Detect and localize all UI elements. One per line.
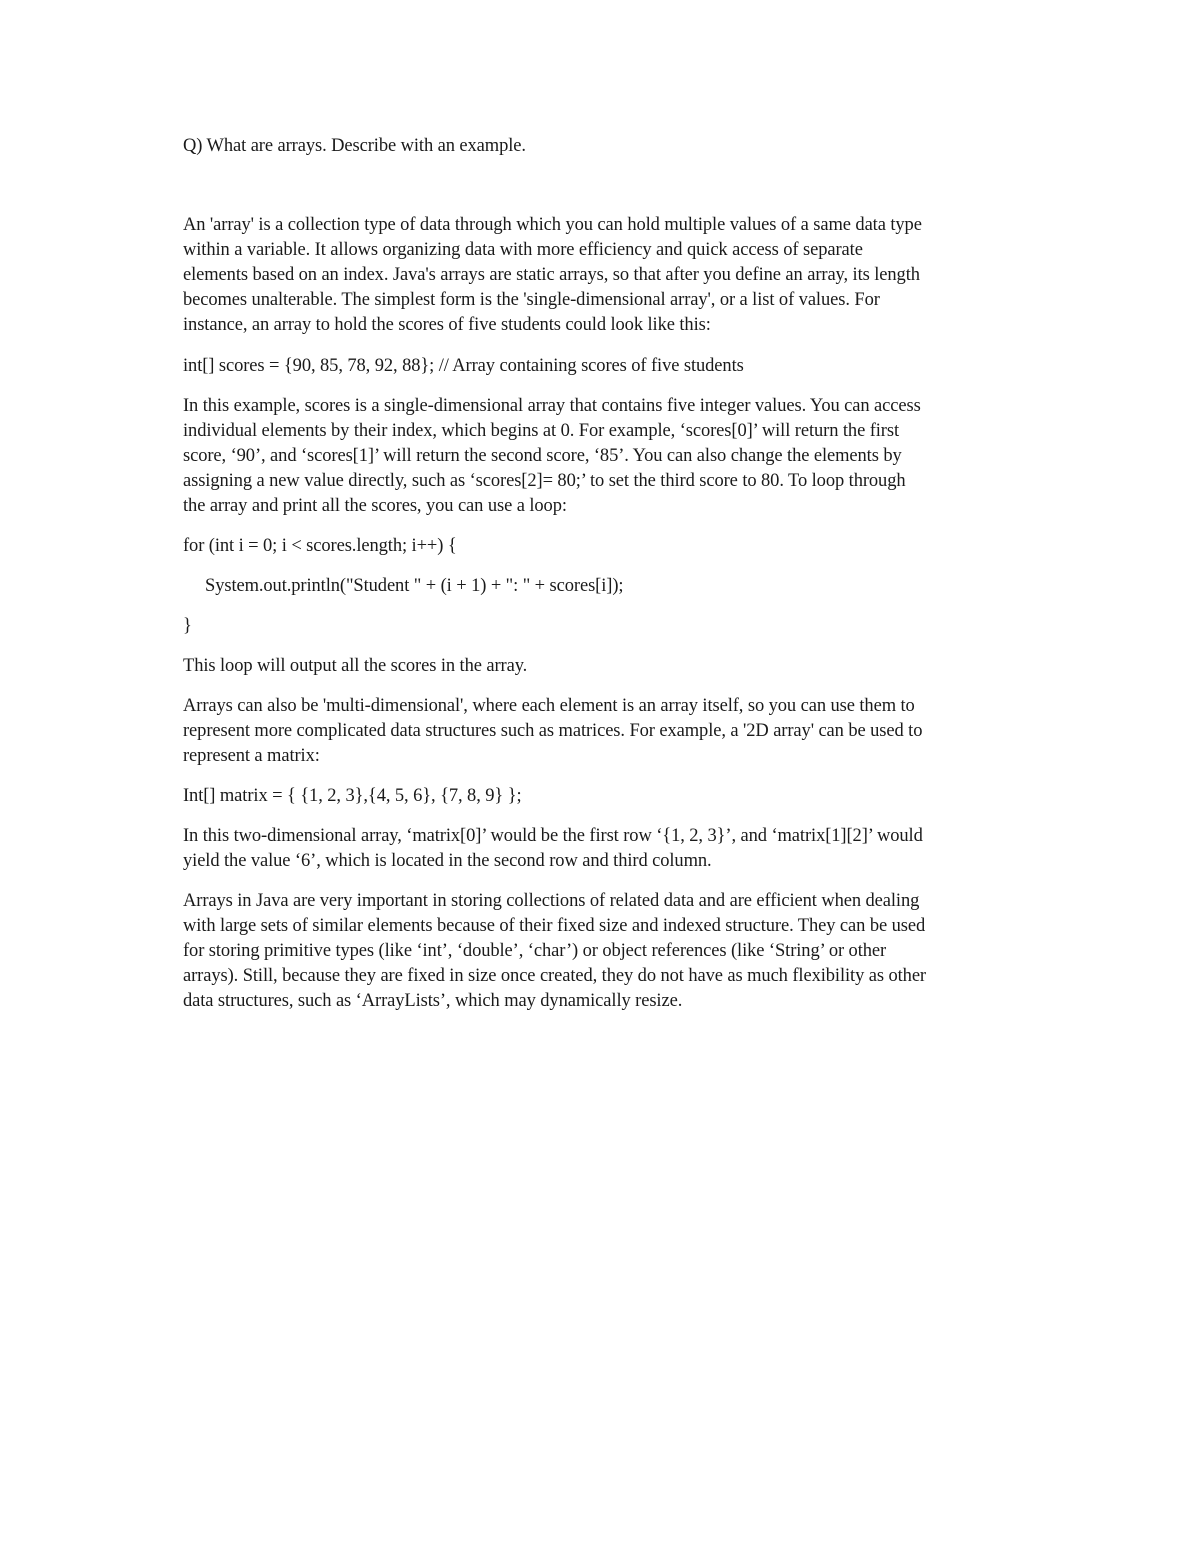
paragraph-2-line-1: In this example, scores is a single-dimensional array that contains five integer values. You can access bbox=[183, 396, 921, 416]
paragraph-2-line-4: assigning a new value directly, such as ‘scores[2]= 80;’ to set the third score to 80. To loop through bbox=[183, 471, 906, 491]
paragraph-2-line-3: score, ‘90’, and ‘scores[1]’ will return the second score, ‘85’. You can also change the elements by bbox=[183, 446, 902, 466]
paragraph-1-line-4: becomes unalterable. The simplest form is the 'single-dimensional array', or a list of values. For bbox=[183, 290, 880, 310]
paragraph-4-line-2: represent more complicated data structures such as matrices. For example, a '2D array' can be used to bbox=[183, 721, 923, 741]
code-scores-declaration: int[] scores = {90, 85, 78, 92, 88}; // Array containing scores of five students bbox=[183, 356, 744, 376]
code-for-loop-close: } bbox=[183, 616, 192, 636]
paragraph-5-line-1: In this two-dimensional array, ‘matrix[0]’ would be the first row ‘{1, 2, 3}’, and ‘matrix[1][2]’ would bbox=[183, 826, 923, 846]
paragraph-3-line-1: This loop will output all the scores in the array. bbox=[183, 656, 528, 676]
paragraph-1-line-2: within a variable. It allows organizing data with more efficiency and quick access of separate bbox=[183, 240, 863, 260]
code-matrix-declaration: Int[] matrix = { {1, 2, 3},{4, 5, 6}, {7, 8, 9} }; bbox=[183, 786, 522, 806]
paragraph-6-line-3: for storing primitive types (like ‘int’, ‘double’, ‘char’) or object references (like ‘String’ or other bbox=[183, 941, 887, 961]
paragraph-1-line-3: elements based on an index. Java's arrays are static arrays, so that after you define an array, its length bbox=[183, 265, 920, 285]
paragraph-2-line-2: individual elements by their index, which begins at 0. For example, ‘scores[0]’ will return the first bbox=[183, 421, 900, 441]
paragraph-4-line-3: represent a matrix: bbox=[183, 746, 320, 766]
paragraph-6-line-2: with large sets of similar elements because of their fixed size and indexed structure. They can be used bbox=[183, 916, 926, 936]
document-page bbox=[183, 0, 1023, 1553]
code-for-loop-open: for (int i = 0; i < scores.length; i++) { bbox=[183, 536, 457, 556]
paragraph-6-line-1: Arrays in Java are very important in storing collections of related data and are efficient when dealing bbox=[183, 891, 920, 911]
paragraph-5-line-2: yield the value ‘6’, which is located in the second row and third column. bbox=[183, 851, 712, 871]
paragraph-1-line-5: instance, an array to hold the scores of five students could look like this: bbox=[183, 315, 711, 335]
question-heading: Q) What are arrays. Describe with an example. bbox=[183, 136, 526, 156]
paragraph-4-line-1: Arrays can also be 'multi-dimensional', where each element is an array itself, so you can use them to bbox=[183, 696, 915, 716]
paragraph-6-line-5: data structures, such as ‘ArrayLists’, which may dynamically resize. bbox=[183, 991, 683, 1011]
code-println: System.out.println("Student " + (i + 1) + ": " + scores[i]); bbox=[205, 576, 624, 596]
paragraph-2-line-5: the array and print all the scores, you can use a loop: bbox=[183, 496, 567, 516]
paragraph-1-line-1: An 'array' is a collection type of data through which you can hold multiple values of a same data type bbox=[183, 215, 922, 235]
paragraph-6-line-4: arrays). Still, because they are fixed in size once created, they do not have as much flexibility as other bbox=[183, 966, 926, 986]
